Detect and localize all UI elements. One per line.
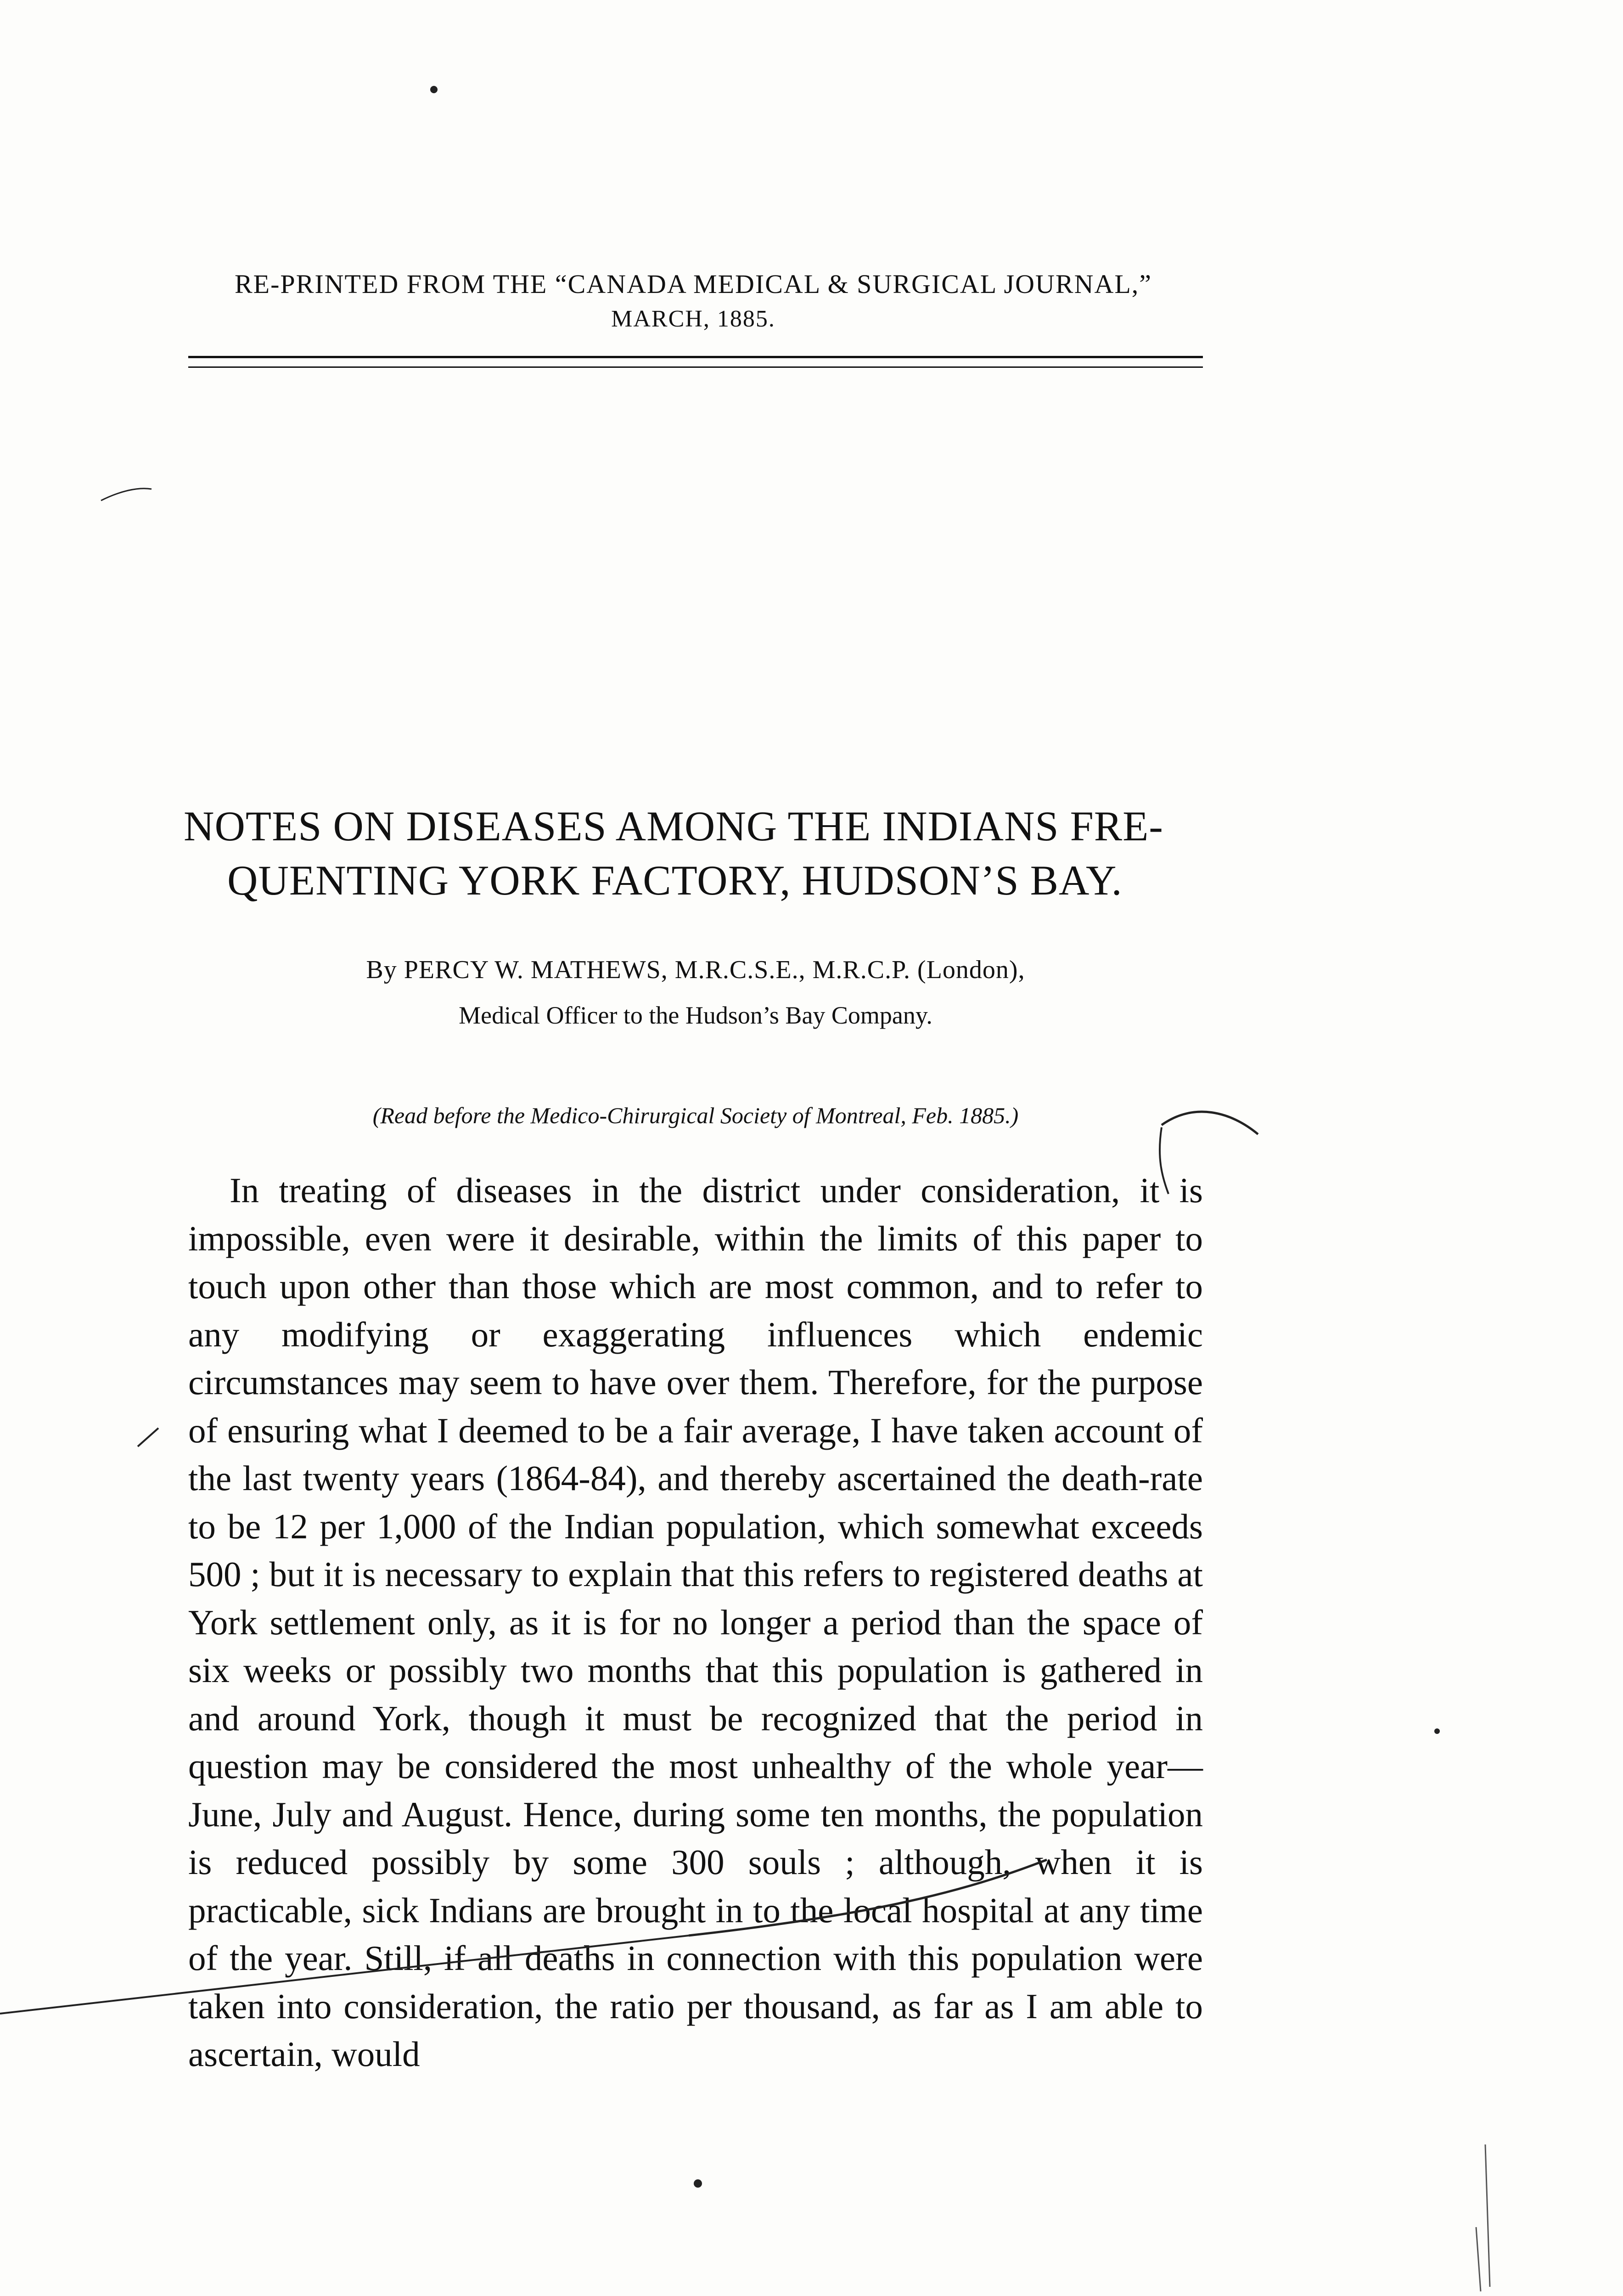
article-title: [184, 799, 1226, 907]
reprint-date: MARCH, 1885.: [611, 306, 775, 332]
author-affiliation: Medical Officer to the Hudson’s Bay Company.: [459, 1002, 932, 1029]
read-before-note: (Read before the Medico-Chirurgical Society of Montreal, Feb. 1885.): [372, 1103, 1019, 1128]
header-double-rule: [188, 356, 1203, 368]
article-title-line-2: QUENTING YORK FACTORY, HUDSON’S BAY.: [227, 857, 1123, 904]
author-byline: By PERCY W. MATHEWS, M.R.C.S.E., M.R.C.P. (London),: [366, 956, 1025, 984]
reprint-source-line: RE-PRINTED FROM THE “CANADA MEDICAL & SURGICAL JOURNAL,”: [234, 269, 1152, 299]
article-title-line-1: NOTES ON DISEASES AMONG THE INDIANS FRE-: [184, 803, 1163, 850]
article-body: [188, 1166, 1203, 2078]
body-paragraph: In treating of diseases in the district under consideration, it is impossible, even were it desirable, within the limits of this paper to touch upon other than those which are most common, and to refer to any modifying or exaggerating influences which endemic circumstances may seem to have over them. Therefore, for the purpose of ensuring what I deemed to be a fair average, I have taken account of the last twenty years (1864-84), and thereby ascertained the death-rate to be 12 per 1,000 of the Indian population, which somewhat exceeds 500 ; but it is necessary to explain that this refers to registered deaths at York settlement only, as it is for no longer a period than the space of six weeks or possibly two months that this population is gathered in and around York, though it must be recognized that the period in question may be considered the most unhealthy of the whole year—June, July and August. Hence, during some ten months, the population is reduced possibly by some 300 souls ; although, when it is practicable, sick Indians are brought in to the local hospital at any time of the year. Still, if all deaths in connection with this population were taken into consideration, the ratio per thousand, as far as I am able to ascertain, would: [188, 1171, 1203, 2074]
